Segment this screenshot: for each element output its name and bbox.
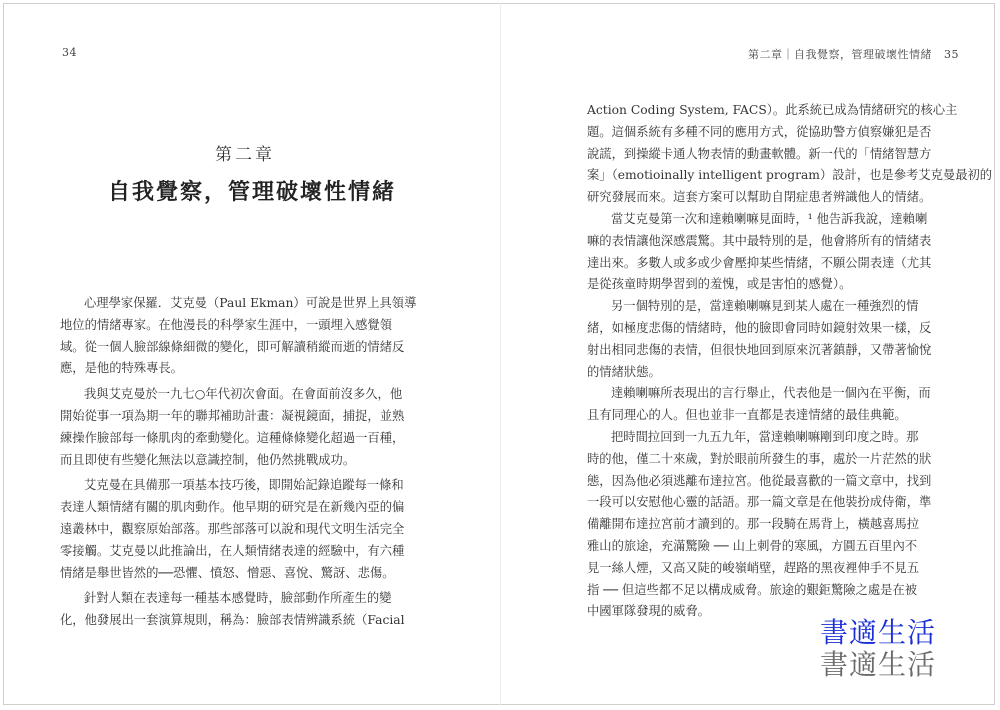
body-line: 練操作臉部每一條肌肉的牽動變化。這種條條變化超過一百種， (60, 430, 405, 445)
body-line: 我與艾克曼於一九七○年代初次會面。在會面前沒多久，他 (84, 387, 403, 402)
body-line: 嘛的表情讓他深感震驚。其中最特別的是，他會將所有的情緒表 (587, 233, 932, 248)
body-line: 化，他發展出一套演算規則，稱為：臉部表情辨識系統（Facial (60, 613, 405, 628)
body-line: 零接觸。艾克曼以此推論出，在人類情緒表達的經驗中，有六種 (60, 543, 405, 558)
body-line: 當艾克曼第一次和達賴喇嘛見面時，¹ 他告訴我說，達賴喇 (611, 211, 928, 226)
watermark-line-2: 書適生活 (820, 648, 937, 681)
right-running-header (748, 46, 959, 62)
body-line: 應，是他的特殊專長。 (60, 361, 183, 376)
body-line: 而且即使有些變化無法以意識控制，他仍然挑戰成功。 (60, 452, 356, 467)
chapter-number: 第二章 (215, 145, 275, 165)
running-header-title: 第二章｜自我覺察，管理破壞性情緒 (748, 48, 932, 61)
body-line: 把時間拉回到一九五九年，當達賴喇嘛剛到印度之時。那 (611, 429, 919, 444)
body-line: 研究發展而來。這套方案可以幫助自閉症患者辨識他人的情緒。 (587, 190, 932, 205)
body-line: 遠叢林中，觀察原始部落。那些部落可以說和現代文明生活完全 (60, 521, 405, 536)
body-line: 見一絲人煙，又高又陡的峻嶺峭壁，趕路的黑夜裡伸手不見五 (587, 560, 920, 575)
body-line: 射出相同悲傷的表情，但很快地回到原來沉著鎮靜，又帶著愉悅 (587, 342, 932, 357)
body-line: 的情緒狀態。 (587, 364, 661, 379)
body-line: 雅山的旅途，充滿驚險 ── 山上刺骨的寒風，方圓五百里內不 (587, 538, 918, 553)
body-line: 針對人類在表達每一種基本感覺時，臉部動作所產生的變 (84, 591, 392, 606)
body-line: 備離開布達拉宮前才讀到的。那一段騎在馬背上，橫越喜馬拉 (587, 517, 920, 532)
body-line: 達賴喇嘛所表現出的言行舉止，代表他是一個內在平衡，而 (611, 386, 931, 401)
watermark-line-1: 書適生活 (820, 616, 937, 649)
body-line: 題。這個系統有多種不同的應用方式，從協助警方偵察嫌犯是否 (587, 124, 932, 139)
body-line: 態，因為他必須逃離布達拉宮。他從最喜歡的一篇文章中，找到 (587, 473, 932, 488)
body-line: 另一個特別的是，當達賴喇嘛見到某人處在一種強烈的情 (611, 299, 919, 314)
body-line: 達出來。多數人或多或少會壓抑某些情緒，不願公開表達（尤其 (587, 255, 932, 270)
page-gutter (500, 3, 501, 705)
body-line: 心理學家保羅．艾克曼（Paul Ekman）可說是世界上具領導 (84, 296, 417, 310)
body-line: 艾克曼在具備那一項基本技巧後，即開始記錄追蹤每一條和 (84, 478, 404, 493)
body-line: 是從孩童時期學習到的羞愧，或是害怕的感覺）。 (587, 277, 852, 292)
body-line: 時的他，僅二十來歲，對於眼前所發生的事，處於一片茫然的狀 (587, 451, 932, 466)
body-line: 指 ── 但這些都不足以構成威脅。旅途的艱鉅驚險之處是在被 (587, 582, 918, 597)
body-line: 表達人類情緒有關的肌肉動作。他早期的研究是在新幾內亞的偏 (60, 500, 405, 515)
left-body-text (60, 293, 417, 632)
body-line: 中國軍隊發現的威脅。 (587, 604, 710, 619)
body-line: 說謊，到操縱卡通人物表情的動畫軟體。新一代的「情緒智慧方 (587, 146, 932, 161)
body-line: 緒，如極度悲傷的情緒時，他的臉即會同時如鏡射效果一樣，反 (587, 320, 932, 335)
left-page-number: 34 (62, 46, 77, 59)
body-line: 一段可以安慰他心靈的話語。那一篇文章是在他裝扮成侍衛，準 (587, 495, 932, 510)
watermark-logo (820, 617, 945, 681)
body-line: 開始從事一項為期一年的聯邦補助計畫：凝視鏡面，捕捉，並熟 (60, 408, 405, 423)
right-body-text (587, 100, 993, 623)
body-line: 地位的情緒專家。在他漫長的科學家生涯中，一頭埋入感覺領 (60, 317, 393, 332)
chapter-title: 自我覺察，管理破壞性情緒 (108, 179, 397, 205)
body-line: Action Coding System, FACS）。此系統已成為情緒研究的核心主 (587, 103, 958, 117)
body-line: 且有同理心的人。但也並非一直都是表達情緒的最佳典範。 (587, 408, 907, 423)
body-line: 案」（emotioinally intelligent program）設計，也是參考艾克曼最初的 (587, 168, 993, 183)
body-line: 情緒是舉世皆然的──恐懼、憤怒、憎惡、喜悅、驚訝、悲傷。 (60, 565, 395, 580)
body-line: 域。從一個人臉部線條細微的變化，即可解讀稍縱而逝的情緒反 (60, 339, 405, 354)
right-page-number: 35 (944, 48, 959, 61)
